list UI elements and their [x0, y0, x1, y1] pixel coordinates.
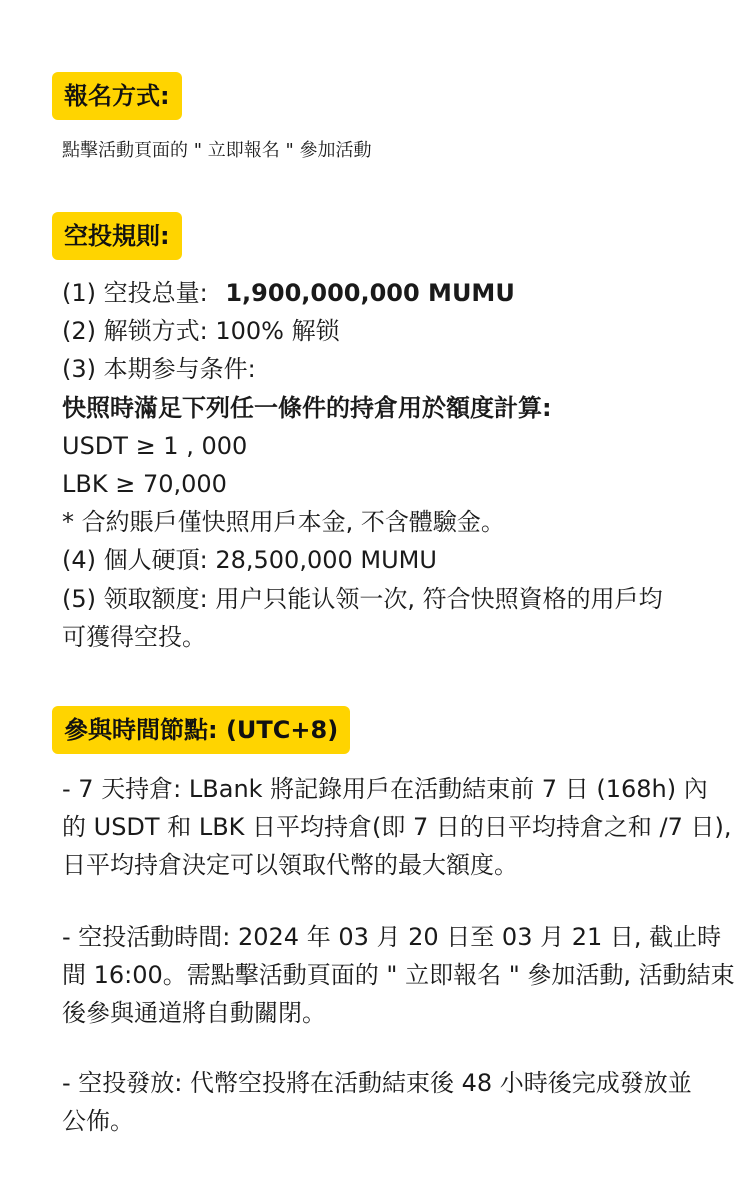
timeline-holding — [62, 770, 732, 884]
registration-heading: 報名方式: — [52, 72, 182, 120]
rule-2: (2) 解锁方式: 100% 解锁 — [62, 317, 340, 345]
timeline-period — [62, 918, 735, 1032]
timeline-distribution-line: - 空投發放: 代幣空投將在活動結束後 48 小時後完成發放並 — [62, 1069, 692, 1097]
timeline-distribution-line: 公佈。 — [62, 1107, 134, 1135]
rule-1-label: (1) 空投总量: — [62, 279, 208, 307]
registration-text: 點擊活動頁面的 " 立即報名 " 參加活動 — [62, 140, 372, 161]
timeline-period-line: 間 16:00。需點擊活動頁面的 " 立即報名 " 參加活動, 活動結束 — [62, 961, 735, 989]
rule-4: (4) 個人硬頂: 28,500,000 MUMU — [62, 546, 437, 574]
rule-condition: 快照時滿足下列任一條件的持倉用於額度計算: — [62, 394, 552, 422]
rule-5-line2: 可獲得空投。 — [62, 623, 206, 651]
rule-note: * 合約賬戶僅快照用戶本金, 不含體驗金。 — [62, 508, 505, 536]
rule-1-value: 1,900,000,000 MUMU — [225, 279, 515, 307]
timeline-holding-line: 的 USDT 和 LBK 日平均持倉(即 7 日的日平均持倉之和 /7 日), — [62, 813, 732, 841]
timeline-heading: 參與時間節點: (UTC+8) — [52, 706, 350, 754]
rule-3: (3) 本期参与条件: — [62, 355, 256, 383]
timeline-holding-line: - 7 天持倉: LBank 將記錄用戶在活動結束前 7 日 (168h) 內 — [62, 775, 708, 803]
timeline-distribution — [62, 1064, 702, 1140]
rule-5-line1: (5) 领取额度: 用户只能认领一次, 符合快照資格的用戶均 — [62, 585, 663, 613]
timeline-period-line: - 空投活動時間: 2024 年 03 月 20 日至 03 月 21 日, 截止時 — [62, 923, 722, 951]
rule-lbk: LBK ≥ 70,000 — [62, 470, 227, 498]
rules-heading: 空投規則: — [52, 212, 182, 260]
rule-1 — [62, 274, 515, 312]
timeline-period-line: 後參與通道將自動關閉。 — [62, 999, 326, 1027]
timeline-holding-line: 日平均持倉決定可以領取代幣的最大額度。 — [62, 851, 518, 879]
rule-usdt: USDT ≥ 1 , 000 — [62, 432, 248, 460]
